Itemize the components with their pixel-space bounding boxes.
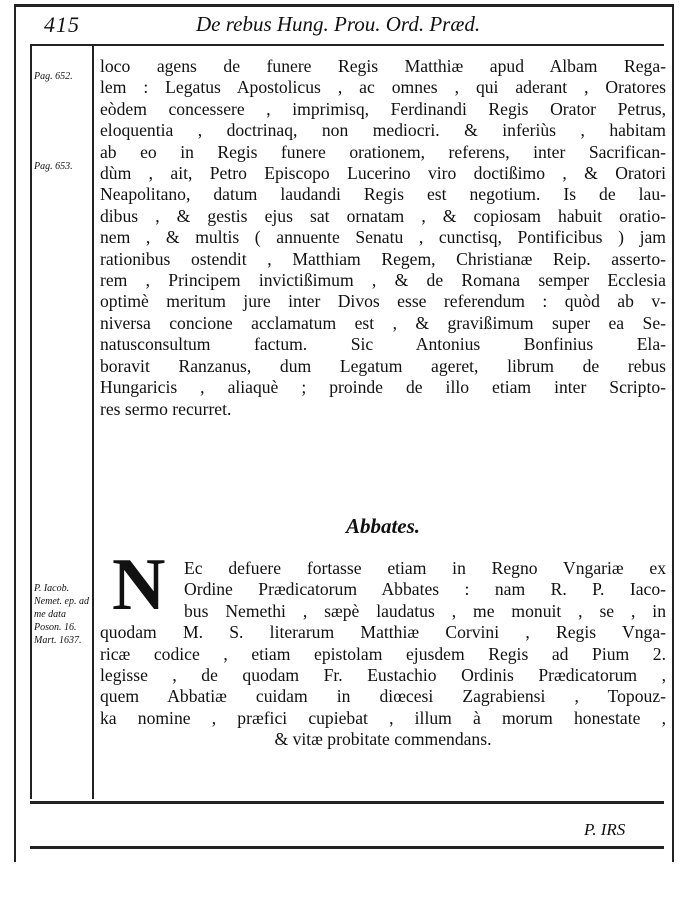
bottom-rule: [30, 801, 664, 804]
text-line: nem , & multis ( annuente Senatu , cunctisq, Pontificibus ) jam: [100, 227, 666, 248]
text-line: Neapolitano, datum laudandi Regis est negotium. Is de lau-: [100, 184, 666, 205]
text-line: dùm , ait, Petro Episcopo Lucerino viro doctißimo , & Oratori: [100, 163, 666, 184]
text-line: eòdem concessere , imprimisq, Ferdinandi Regis Orator Petrus,: [100, 98, 666, 119]
footer-rule: [30, 846, 664, 849]
section-text: [100, 558, 666, 751]
text-line: Hungaricis , aliaquè ; proinde de illo etiam inter Scripto-: [100, 377, 666, 398]
running-head: De rebus Hung. Prou. Ord. Præd.: [196, 12, 481, 36]
page-number: 415: [44, 12, 80, 37]
text-line: lem : Legatus Apostolicus , ac omnes , qui aderant , Oratores: [100, 77, 666, 98]
text-line: ricæ codice , etiam epistolam ejusdem Regis ad Pium 2.: [100, 643, 666, 664]
text-line: dibus , & gestis ejus sat ornatam , & copiosam habuit oratio-: [100, 205, 666, 226]
text-line: legisse , de quodam Fr. Eustachio Ordinis Prædicatorum ,: [100, 665, 666, 686]
text-line: Ec defuere fortasse etiam in Regno Vngariæ ex: [184, 558, 666, 578]
text-line: ab eo in Regis funere orationem, referens, inter Sacrifican-: [100, 141, 666, 162]
text-line: quem Abbatiæ cuidam in diœcesi Zagrabiensi , Topouz-: [100, 686, 666, 707]
text-line: res sermo recurret.: [100, 398, 232, 419]
text-line: natusconsultum factum. Sic Antonius Bonfinius Ela-: [100, 334, 666, 355]
margin-left-rule: [30, 44, 32, 799]
catchword: P. IRS: [584, 820, 626, 839]
header-rule: [30, 44, 664, 46]
text-line: eloquentia , doctrinaq, non mediocri. & inferiùs , habitam: [100, 120, 666, 141]
text-line: rem , Principem invictißimum , & de Romana semper Ecclesia: [100, 270, 666, 291]
text-line: ka nomine , præfici cupiebat , illum à morum honestate ,: [100, 707, 666, 728]
text-line: Ordine Prædicatorum Abbates : nam R. P. Iaco-: [184, 579, 666, 600]
body-text: [100, 56, 666, 420]
drop-cap: N: [112, 544, 166, 626]
text-line: niversa concione acclamatum est , & gravißimum super ea Se-: [100, 312, 666, 333]
closing-line: & vitæ probitate commendans.: [274, 729, 492, 750]
margin-note-2: Pag. 653.: [34, 161, 73, 172]
text-line: rationibus ostendit , Matthiam Regem, Christianæ Reip. asserto-: [100, 248, 666, 269]
text-line: loco agens de funere Regis Matthiæ apud Albam Rega-: [100, 56, 666, 76]
text-line: optimè meritum jure inter Divos esse referendum : quòd ab v-: [100, 291, 666, 312]
text-line: quodam M. S. literarum Matthiæ Corvini , Regis Vnga-: [100, 622, 666, 643]
margin-column-rule: [92, 44, 94, 799]
text-line: boravit Ranzanus, dum Legatum ageret, librum de rebus: [100, 355, 666, 376]
text-line: bus Nemethi , sæpè laudatus , me monuit , se , in: [184, 600, 666, 621]
section-heading: Abbates.: [345, 514, 421, 538]
margin-note-1: Pag. 652.: [34, 71, 73, 82]
margin-note-3: P. Iacob. Nemet. ep. ad me data Poson. 16. Mart. 1637.: [34, 583, 89, 646]
